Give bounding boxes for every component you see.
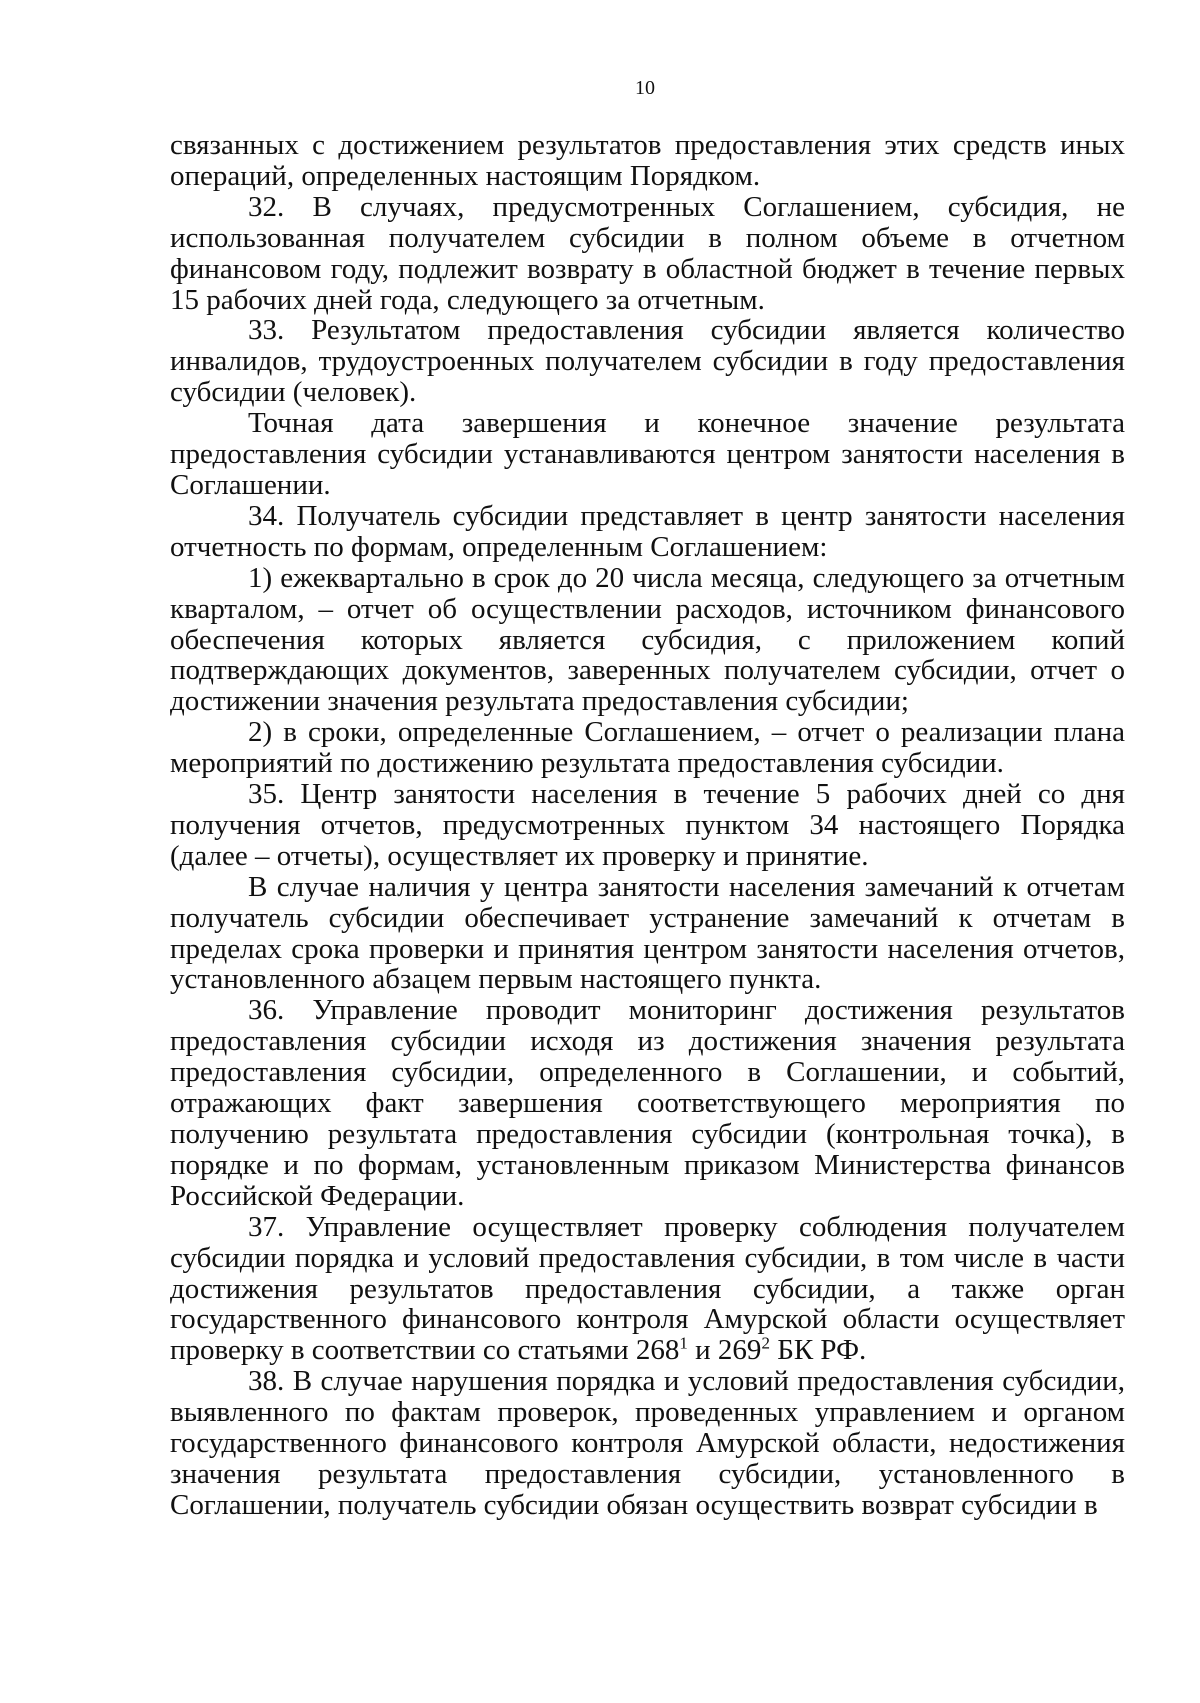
document-body [170,130,1125,1521]
paragraph-37 [170,1212,1125,1367]
page-number: 10 [635,77,655,99]
paragraph-38: 38. В случае нарушения порядка и условий предоставления субсидии, выявленного по фактам проверок, проведенных управлением и органом государственного финансового контроля Амурской области, недостижения значения результата предоставления субсидии, установленного в Соглашении, получатель субсидии обязан осуществить возврат субсидии в [170,1365,1125,1521]
paragraph-continuation: связанных с достижением результатов предоставления этих средств иных операций, определенных настоящим Порядком. [170,129,1125,192]
paragraph-37-text: 37. Управление осуществляет проверку соблюдения получателем субсидии порядка и условий предоставления субсидии, в том числе в части достижения результатов предоставления субсидии, а также орган государственного финансового контроля Амурской области осуществляет проверку в соответствии со статьями 268 [170,1210,1125,1367]
paragraph-34: 34. Получатель субсидии представляет в центр занятости населения отчетность по формам, определенным Соглашением: [170,499,1125,563]
paragraph-32: 32. В случаях, предусмотренных Соглашением, субсидия, не использованная получателем субсидии в полном объеме в отчетном финансовом году, подлежит возврату в областной бюджет в течение первых 15 рабочих дней года, следующего за отчетным. [170,190,1125,316]
superscript-article-268: 1 [679,1333,688,1353]
paragraph-34-item-2: 2) в сроки, определенные Соглашением, – отчет о реализации плана мероприятий по достижению результата предоставления субсидии. [170,716,1125,780]
paragraph-36: 36. Управление проводит мониторинг достижения результатов предоставления субсидии исходя из достижения значения результата предоставления субсидии, определенного в Соглашении, и событий, отражающих факт завершения соответствующего мероприятия по получению результата предоставления субсидии (контрольная точка), в порядке и по формам, установленным приказом Министерства финансов Российской Федерации. [170,994,1125,1212]
paragraph-33: 33. Результатом предоставления субсидии является количество инвалидов, трудоустроенных получателем субсидии в году предоставления субсидии (человек). [170,314,1125,409]
paragraph-35-remarks: В случае наличия у центра занятости населения замечаний к отчетам получатель субсидии обеспечивает устранение замечаний к отчетам в пределах срока проверки и принятия центром занятости населения отчетов, установленного абзацем первым настоящего пункта. [170,870,1125,996]
paragraph-35: 35. Центр занятости населения в течение 5 рабочих дней со дня получения отчетов, предусмотренных пунктом 34 настоящего Порядка (далее – отчеты), осуществляет их проверку и принятие. [170,778,1125,872]
paragraph-37-end: БК РФ. [769,1334,867,1367]
superscript-article-269: 2 [761,1333,770,1353]
paragraph-33-result-date: Точная дата завершения и конечное значение результата предоставления субсидии устанавливаются центром занятости населения в Соглашении. [170,407,1125,501]
paragraph-34-item-1: 1) ежеквартально в срок до 20 числа месяца, следующего за отчетным кварталом, – отчет об осуществлении расходов, источником финансового обеспечения которых является субсидия, с приложением копий подтверждающих документов, заверенных получателем субсидии, отчет о достижении значения результата предоставления субсидии; [170,561,1125,718]
paragraph-37-middle: и 269 [687,1334,762,1367]
